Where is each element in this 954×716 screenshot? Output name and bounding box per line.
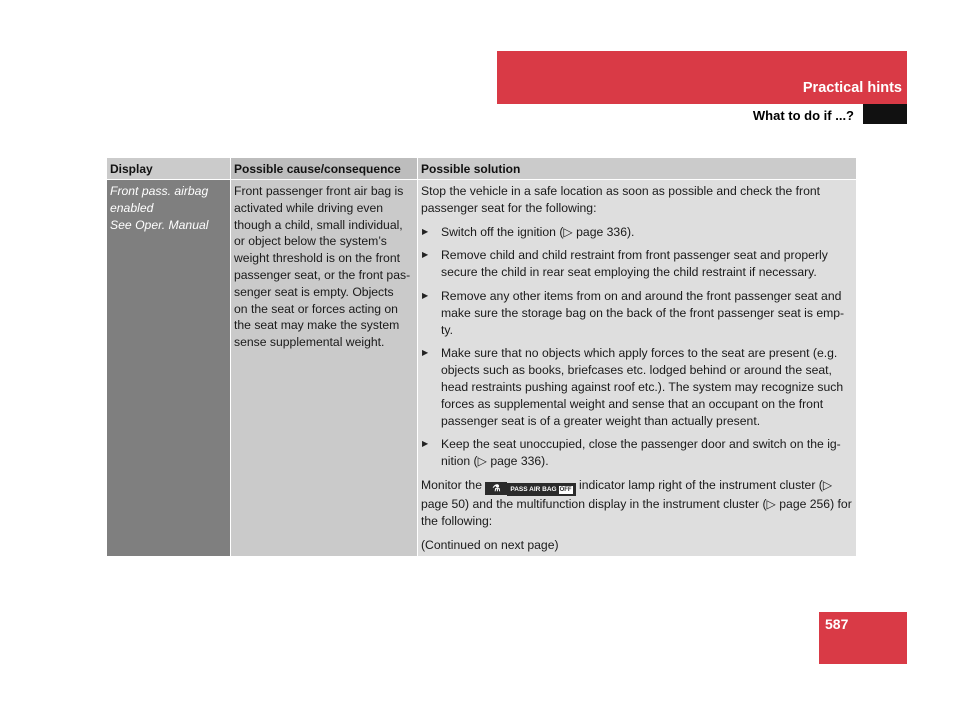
cause-line: senger seat is empty. Objects xyxy=(234,284,394,299)
header-display: Display xyxy=(107,158,230,180)
monitor-text-after: indicator lamp right of the instrument cluster (▷ page 50) and the multifunction display in the instrument cluster (▷ page 256) for the following: xyxy=(421,477,852,528)
solution-bullet: ▶ Remove child and child restraint from front passenger seat and properly secure the child in rear seat employing the child restraint if necessary. xyxy=(421,247,853,281)
cause-line: weight threshold is on the front xyxy=(234,251,400,266)
cause-text xyxy=(234,183,414,351)
cause-line: activated while driving even xyxy=(234,200,384,215)
monitor-paragraph xyxy=(421,477,853,530)
cause-line: Front passenger front air bag is xyxy=(234,184,404,198)
subsection-title: What to do if ...? xyxy=(752,108,854,123)
solution-bullet: ▶ Switch off the ignition (▷ page 336). xyxy=(421,224,853,241)
solution-bullet: ▶ Keep the seat unoccupied, close the passenger door and switch on the ig-nition (▷ page 336). xyxy=(421,436,853,470)
display-line: Front pass. airbag xyxy=(110,184,209,198)
section-title: Practical hints xyxy=(802,80,902,96)
cause-line: on the seat or forces acting on xyxy=(234,301,398,316)
header-tab-marker xyxy=(863,104,907,124)
continued-note: (Continued on next page) xyxy=(421,537,559,552)
airbag-person-icon: ⚗ xyxy=(485,482,507,495)
solution-column xyxy=(418,158,856,556)
display-column xyxy=(107,158,230,556)
solution-text xyxy=(421,183,853,560)
troubleshooting-table xyxy=(107,158,856,556)
cause-column xyxy=(231,158,417,556)
cause-line: though a child, small individual, xyxy=(234,217,403,232)
solution-bullet: ▶ Make sure that no objects which apply forces to the seat are present (e.g. objects such as books, briefcases etc. lodged behind or around the seat, head restraints pushing against roof etc.). The system may recognize such forces as supplemental weight and sense that an occupant on the front passenger seat is of a greater weight than actually present. xyxy=(421,345,853,429)
display-line: enabled xyxy=(110,200,154,215)
header-band xyxy=(497,51,907,104)
cause-line: passenger seat, or the front pas- xyxy=(234,267,411,282)
lamp-label: PASS AIR BAG xyxy=(510,485,557,493)
monitor-text-before: Monitor the xyxy=(421,477,482,492)
solution-bullet: ▶ Remove any other items from on and around the front passenger seat and make sure the storage bag on the back of the front passenger seat is emp-ty. xyxy=(421,288,853,338)
cause-line: the seat may make the system xyxy=(234,318,400,333)
lamp-off-label: OFF xyxy=(559,486,572,493)
solution-intro: Stop the vehicle in a safe location as soon as possible and check the front passenger seat for the following: xyxy=(421,184,821,215)
header-solution: Possible solution xyxy=(418,158,856,180)
display-line: See Oper. Manual xyxy=(110,217,209,232)
page-number: 587 xyxy=(825,616,849,632)
display-message xyxy=(110,183,227,233)
header-cause: Possible cause/consequence xyxy=(231,158,417,180)
cause-line: or object below the system’s xyxy=(234,234,387,249)
cause-line: sense supplemental weight. xyxy=(234,335,385,350)
pass-airbag-off-lamp xyxy=(507,483,575,496)
